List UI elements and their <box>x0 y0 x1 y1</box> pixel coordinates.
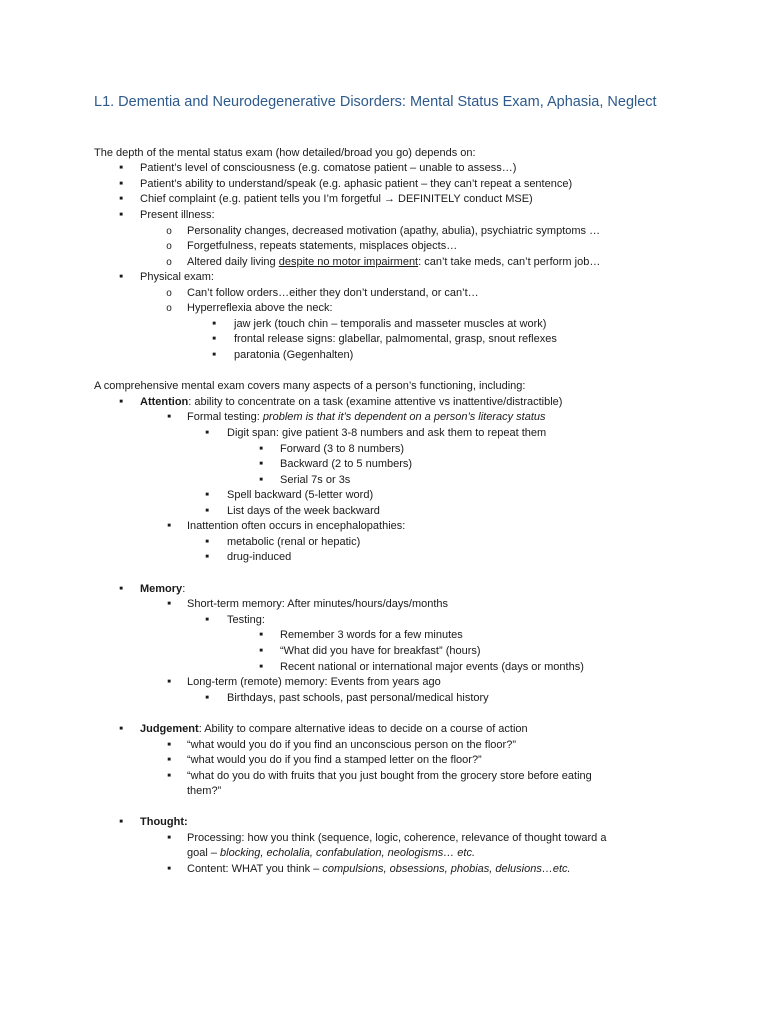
list-item: ■ paratonia (Gegenhalten) <box>0 348 768 364</box>
list-item: o Altered daily living despite no motor impairment: can’t take meds, can’t perform job… <box>0 255 768 271</box>
square-bullet-icon: ■ <box>167 679 171 685</box>
intro-depth: The depth of the mental status exam (how detailed/broad you go) depends on: <box>94 147 476 159</box>
circle-bullet-icon: o <box>166 303 172 314</box>
list-item: ■ Remember 3 words for a few minutes <box>0 628 768 644</box>
square-bullet-icon: ■ <box>167 414 171 420</box>
list-item: ■ Digit span: give patient 3-8 numbers and ask them to repeat them <box>0 426 768 442</box>
list-item: ■ Birthdays, past schools, past personal/medical history <box>0 691 768 707</box>
square-bullet-icon: ■ <box>167 773 171 779</box>
list-item: ■ Backward (2 to 5 numbers) <box>0 457 768 473</box>
square-bullet-icon: ■ <box>259 648 263 654</box>
circle-bullet-icon: o <box>166 288 172 299</box>
square-bullet-icon: ■ <box>119 212 123 218</box>
list-item: ■ Processing: how you think (sequence, logic, coherence, relevance of thought toward a <box>0 831 768 847</box>
square-bullet-icon: ■ <box>205 695 209 701</box>
list-item: ■ Patient’s level of consciousness (e.g. comatose patient – unable to assess…) <box>0 161 768 177</box>
list-item: ■ Serial 7s or 3s <box>0 473 768 489</box>
square-bullet-icon: ■ <box>259 446 263 452</box>
square-bullet-icon: ■ <box>205 430 209 436</box>
list-item: ■ Testing: <box>0 613 768 629</box>
circle-bullet-icon: o <box>166 257 172 268</box>
square-bullet-icon: ■ <box>119 165 123 171</box>
memory-heading: ■ Memory: <box>0 582 768 598</box>
list-item: o Can’t follow orders…either they don’t understand, or can’t… <box>0 286 768 302</box>
circle-bullet-icon: o <box>166 241 172 252</box>
list-item: ■ Formal testing: problem is that it’s dependent on a person’s literacy status <box>0 410 768 426</box>
list-item: ■ Long-term (remote) memory: Events from years ago <box>0 675 768 691</box>
list-item: ■ List days of the week backward <box>0 504 768 520</box>
square-bullet-icon: ■ <box>167 601 171 607</box>
intro-comprehensive: A comprehensive mental exam covers many aspects of a person’s functioning, including: <box>94 380 526 392</box>
list-item: ■ Inattention often occurs in encephalopathies: <box>0 519 768 535</box>
square-bullet-icon: ■ <box>119 586 123 592</box>
list-item: ■ Present illness: <box>0 208 768 224</box>
square-bullet-icon: ■ <box>167 866 171 872</box>
square-bullet-icon: ■ <box>205 617 209 623</box>
square-bullet-icon: ■ <box>212 336 216 342</box>
list-item: ■ metabolic (renal or hepatic) <box>0 535 768 551</box>
attention-heading: ■ Attention: ability to concentrate on a task (examine attentive vs inattentive/distractible) <box>0 395 768 411</box>
list-item: ■ Short-term memory: After minutes/hours/days/months <box>0 597 768 613</box>
list-item: o Forgetfulness, repeats statements, misplaces objects… <box>0 239 768 255</box>
square-bullet-icon: ■ <box>205 554 209 560</box>
square-bullet-icon: ■ <box>119 181 123 187</box>
list-item: o Personality changes, decreased motivation (apathy, abulia), psychiatric symptoms … <box>0 224 768 240</box>
list-item: ■ “what would you do if you find a stamped letter on the floor?” <box>0 753 768 769</box>
square-bullet-icon: ■ <box>167 742 171 748</box>
square-bullet-icon: ■ <box>212 352 216 358</box>
square-bullet-icon: ■ <box>259 632 263 638</box>
square-bullet-icon: ■ <box>119 274 123 280</box>
thought-heading: ■ Thought: <box>0 815 768 831</box>
square-bullet-icon: ■ <box>119 726 123 732</box>
square-bullet-icon: ■ <box>119 399 123 405</box>
list-item: ■ Patient’s ability to understand/speak (e.g. aphasic patient – they can’t repeat a sentence) <box>0 177 768 193</box>
circle-bullet-icon: o <box>166 226 172 237</box>
list-item: ■ Recent national or international major events (days or months) <box>0 660 768 676</box>
square-bullet-icon: ■ <box>259 461 263 467</box>
square-bullet-icon: ■ <box>167 835 171 841</box>
list-item: ■ drug-induced <box>0 550 768 566</box>
square-bullet-icon: ■ <box>259 664 263 670</box>
list-item-continued: them?” <box>187 785 222 797</box>
square-bullet-icon: ■ <box>205 492 209 498</box>
list-item: ■ frontal release signs: glabellar, palmomental, grasp, snout reflexes <box>0 332 768 348</box>
square-bullet-icon: ■ <box>259 477 263 483</box>
list-item: ■ Physical exam: <box>0 270 768 286</box>
list-item: ■ Content: WHAT you think – compulsions, obsessions, phobias, delusions…etc. <box>0 862 768 878</box>
list-item: ■ “what would you do if you find an unconscious person on the floor?” <box>0 738 768 754</box>
list-item: ■ Spell backward (5-letter word) <box>0 488 768 504</box>
square-bullet-icon: ■ <box>212 321 216 327</box>
list-item: o Hyperreflexia above the neck: <box>0 301 768 317</box>
page-title: L1. Dementia and Neurodegenerative Disorders: Mental Status Exam, Aphasia, Neglect <box>94 94 657 110</box>
list-item: ■ jaw jerk (touch chin – temporalis and masseter muscles at work) <box>0 317 768 333</box>
square-bullet-icon: ■ <box>119 196 123 202</box>
list-item-continued: goal – blocking, echolalia, confabulation, neologisms… etc. <box>187 847 476 859</box>
square-bullet-icon: ■ <box>167 757 171 763</box>
list-item: ■ “What did you have for breakfast” (hours) <box>0 644 768 660</box>
square-bullet-icon: ■ <box>119 819 123 825</box>
list-item: ■ “what do you do with fruits that you just bought from the grocery store before eating <box>0 769 768 785</box>
square-bullet-icon: ■ <box>205 539 209 545</box>
square-bullet-icon: ■ <box>205 508 209 514</box>
square-bullet-icon: ■ <box>167 523 171 529</box>
list-item: ■ Chief complaint (e.g. patient tells you I’m forgetful → DEFINITELY conduct MSE) <box>0 192 768 208</box>
list-item: ■ Forward (3 to 8 numbers) <box>0 442 768 458</box>
judgement-heading: ■ Judgement: Ability to compare alternative ideas to decide on a course of action <box>0 722 768 738</box>
